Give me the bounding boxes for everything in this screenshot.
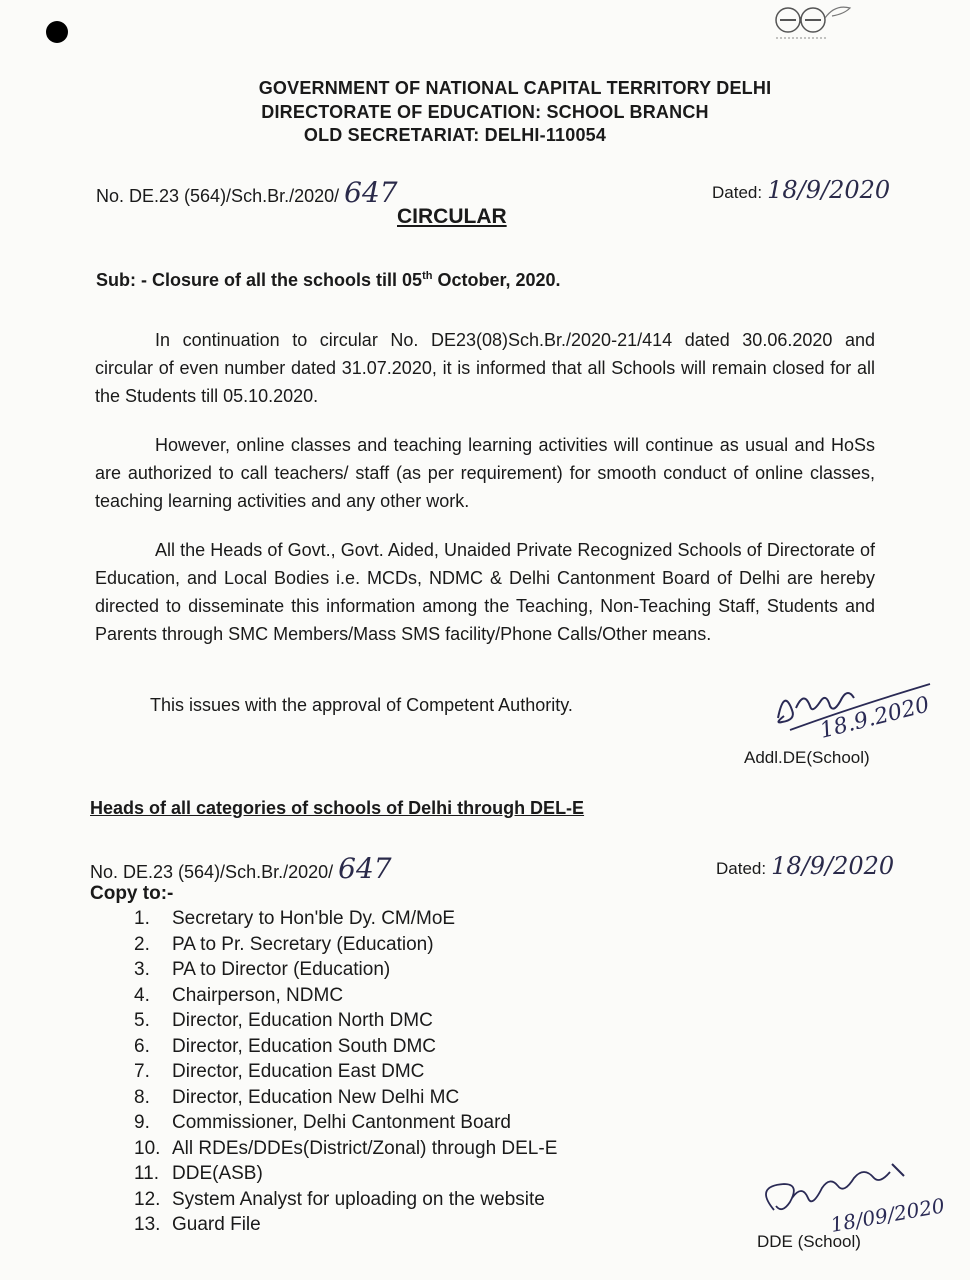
list-item: 6. Director, Education South DMC <box>134 1035 437 1057</box>
signature-1-icon <box>760 668 940 748</box>
signature-1-date: 18.9.2020 <box>817 692 933 744</box>
subject-suffix: October, 2020. <box>432 270 561 290</box>
copy-reference-date <box>716 852 894 880</box>
list-item: 10. All RDEs/DDEs(District/Zonal) through DEL-E <box>134 1137 558 1159</box>
copy-to-label: Copy to:- <box>90 883 174 904</box>
signature-1-designation: Addl.DE(School) <box>744 748 870 767</box>
emblem-logo-icon <box>768 0 868 44</box>
header-line-1: GOVERNMENT OF NATIONAL CAPITAL TERRITORY DELHI <box>258 78 772 98</box>
signature-2-designation: DDE (School) <box>757 1232 861 1251</box>
copy-number-prefix: No. DE.23 (564)/Sch.Br./2020/ <box>90 862 334 882</box>
copy-to-list <box>134 906 557 1238</box>
list-item: 7. Director, Education East DMC <box>134 1061 425 1082</box>
list-item: 1. Secretary to Hon'ble Dy. CM/MoE <box>134 908 456 929</box>
list-item: 9. Commissioner, Delhi Cantonment Board <box>134 1112 511 1133</box>
signature-2-date: 18/09/2020 <box>828 1193 947 1237</box>
list-item: 13. Guard File <box>134 1214 261 1235</box>
subject-sup: th <box>422 270 433 282</box>
reference-number-prefix: No. DE.23 (564)/Sch.Br./2020/ <box>96 186 340 206</box>
header-line-2: DIRECTORATE OF EDUCATION: SCHOOL BRANCH <box>261 102 709 122</box>
list-item: 8. Director, Education New Delhi MC <box>134 1086 460 1108</box>
list-item: 5. Director, Education North DMC <box>134 1010 433 1031</box>
bullet-mark <box>46 21 68 43</box>
reference-number <box>96 176 398 209</box>
paragraph-1: In continuation to circular No. DE23(08)Sch.Br./2020-21/414 dated 30.06.2020 and circular of even number dated 31.07.2020, it is informed that all Schools will remain closed for all the Students till 05.10.2020. <box>95 330 875 406</box>
header-line-3: OLD SECRETARIAT: DELHI-110054 <box>303 125 607 145</box>
paragraph-3: All the Heads of Govt., Govt. Aided, Unaided Private Recognized Schools of Directorate of Education, and Local Bodies i.e. MCDs, NDMC & Delhi Cantonment Board of Delhi are hereby directed to disseminate this information among the Teaching, Non-Teaching Staff, Students and Parents through SMC Members/Mass SMS facility/Phone Calls/Other means. <box>95 540 875 644</box>
subject-line <box>96 270 561 291</box>
copy-reference-number <box>90 852 392 885</box>
list-item: 3. PA to Director (Education) <box>134 959 391 980</box>
list-item: 4. Chairperson, NDMC <box>134 984 344 1006</box>
approval-line: This issues with the approval of Competent Authority. <box>150 695 573 715</box>
heads-line: Heads of all categories of schools of Delhi through DEL-E <box>90 798 585 818</box>
copy-dated-label: Dated: <box>716 859 767 878</box>
dated-label: Dated: <box>712 183 763 202</box>
subject-prefix: Sub: - Closure of all the schools till 05 <box>96 270 423 290</box>
list-item: 11. DDE(ASB) <box>134 1163 263 1184</box>
paragraph-2: However, online classes and teaching learning activities will continue as usual and HoSs are authorized to call teachers/ staff (as per requirement) for smooth conduct of online classes, teaching learning activities and any other work. <box>95 435 875 511</box>
reference-number-handwritten: 647 <box>344 176 398 209</box>
copy-dated-handwritten: 18/9/2020 <box>771 852 895 880</box>
copy-number-handwritten: 647 <box>338 852 392 885</box>
signature-2-icon <box>752 1158 967 1243</box>
circular-title: CIRCULAR <box>397 205 507 228</box>
list-item: 12. System Analyst for uploading on the website <box>134 1188 545 1210</box>
list-item: 2. PA to Pr. Secretary (Education) <box>134 933 434 955</box>
reference-date <box>712 176 890 204</box>
dated-handwritten: 18/9/2020 <box>767 176 891 204</box>
